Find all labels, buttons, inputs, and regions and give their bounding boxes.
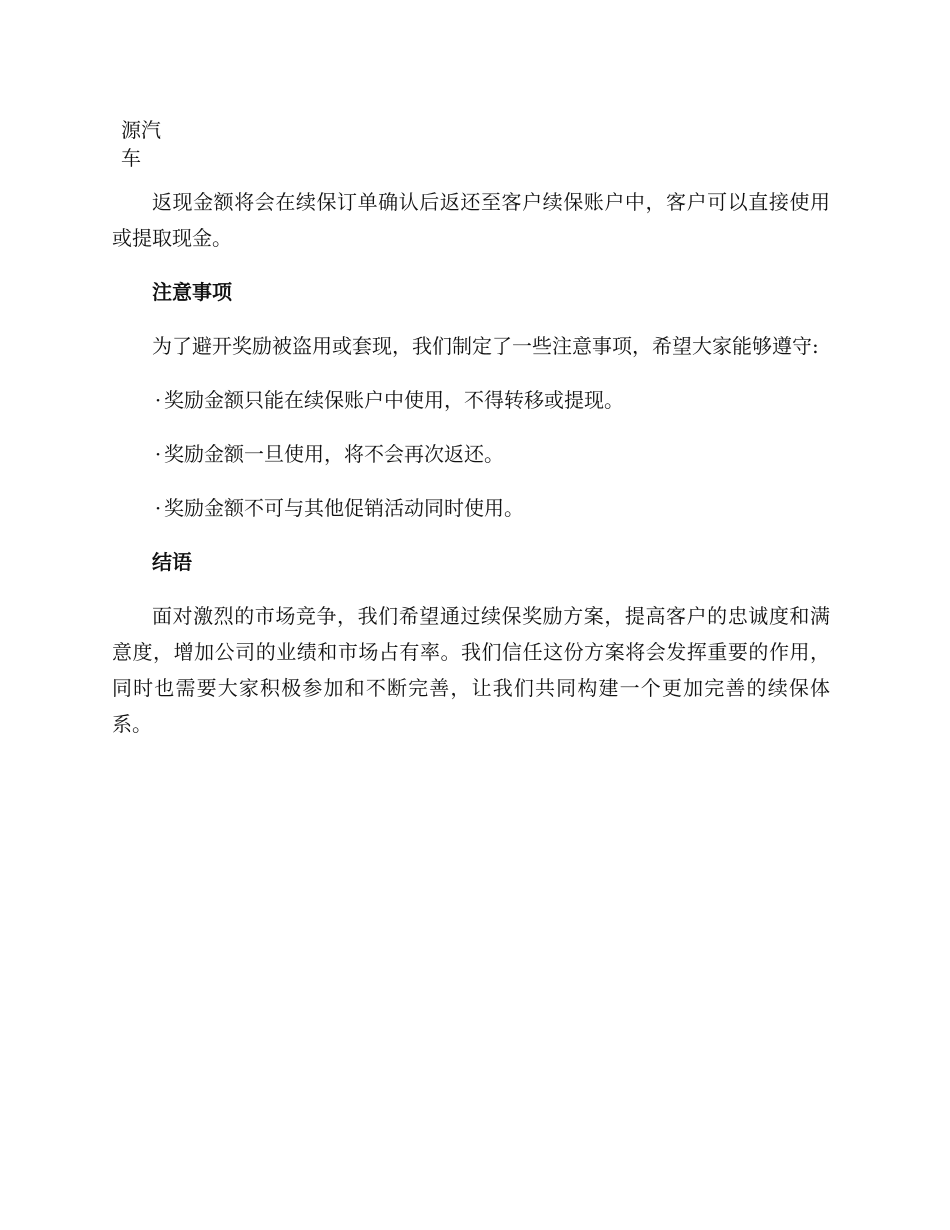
list-item	[112, 382, 830, 418]
text-fragment: 源汽车	[121, 118, 161, 170]
list-item-text: 奖励金额只能在续保账户中使用，不得转移或提现。	[164, 388, 624, 412]
list-item	[112, 436, 830, 472]
bullet-marker: ·	[154, 388, 162, 412]
document-body	[112, 184, 830, 760]
notes-paragraph: 为了避开奖励被盗用或套现，我们制定了一些注意事项，希望大家能够遵守:	[152, 334, 819, 358]
list-item-text: 奖励金额不可与其他促销活动同时使用。	[164, 496, 524, 520]
notes-heading: 注意事项	[152, 280, 232, 304]
conclusion-paragraph: 面对激烈的市场竞争，我们希望通过续保奖励方案，提高客户的忠诚度和满意度，增加公司的业绩和市场占有率。我们信任这份方案将会发挥重要的作用，同时也需要大家积极参加和不断完善，让我们共同构建一个更加完善的续保体系。	[112, 604, 830, 736]
list-item	[112, 490, 830, 526]
list-item-text: 奖励金额一旦使用，将不会再次返还。	[164, 442, 504, 466]
conclusion-heading: 结语	[152, 550, 192, 574]
bullet-marker: ·	[154, 442, 162, 466]
intro-paragraph: 返现金额将会在续保订单确认后返还至客户续保账户中，客户可以直接使用或提取现金。	[112, 190, 830, 250]
notes-list	[112, 382, 830, 526]
bullet-marker: ·	[154, 496, 162, 520]
